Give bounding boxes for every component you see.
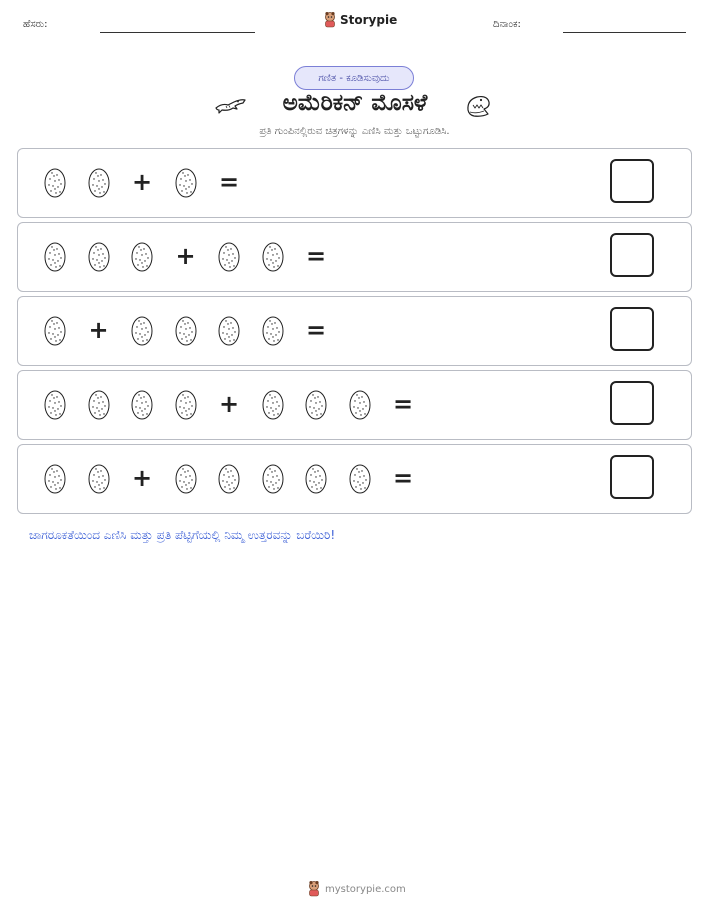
crocodile-icon	[214, 94, 246, 116]
egg-icon	[175, 388, 197, 424]
crocodile-head-icon	[464, 92, 492, 120]
egg-icon	[262, 314, 284, 350]
equals-sign: =	[306, 316, 327, 344]
answer-box[interactable]	[610, 381, 654, 425]
equals-sign: =	[393, 390, 414, 418]
plus-sign: +	[88, 316, 109, 344]
egg-icon	[131, 240, 153, 276]
egg-icon	[88, 166, 110, 202]
storypie-logo-icon	[307, 881, 321, 897]
egg-icon	[305, 388, 327, 424]
answer-box[interactable]	[610, 307, 654, 351]
egg-icon	[218, 240, 240, 276]
egg-icon	[88, 240, 110, 276]
problem-row	[17, 444, 692, 514]
page-title: ಅಮೆರಿಕನ್ ಮೊಸಳೆ	[282, 90, 428, 116]
egg-icon	[349, 462, 371, 498]
egg-icon	[88, 388, 110, 424]
egg-icon	[131, 388, 153, 424]
footer	[307, 881, 406, 897]
problem-row	[17, 370, 692, 440]
problem-row	[17, 296, 692, 366]
plus-sign: +	[132, 464, 153, 492]
plus-sign: +	[132, 168, 153, 196]
egg-icon	[218, 462, 240, 498]
answer-box[interactable]	[610, 159, 654, 203]
egg-icon	[88, 462, 110, 498]
problem-row	[17, 222, 692, 292]
answer-box[interactable]	[610, 455, 654, 499]
instructions-subtitle: ಪ್ರತಿ ಗುಂಪಿನಲ್ಲಿರುವ ಚಿತ್ರಗಳನ್ನು ಎಣಿಸಿ ಮತ್ತು ಒಟ್ಟುಗೂಡಿಸಿ.	[259, 126, 450, 137]
egg-icon	[262, 388, 284, 424]
brand-name: Storypie	[340, 13, 398, 27]
brand	[323, 12, 397, 28]
answer-box[interactable]	[610, 233, 654, 277]
egg-icon	[349, 388, 371, 424]
egg-icon	[44, 166, 66, 202]
egg-icon	[44, 314, 66, 350]
equals-sign: =	[306, 242, 327, 270]
footer-url: mystorypie.com	[325, 883, 406, 895]
egg-icon	[44, 388, 66, 424]
egg-icon	[175, 462, 197, 498]
egg-icon	[218, 314, 240, 350]
subject-tag: ಗಣಿತ - ಕೂಡಿಸುವುದು	[294, 66, 414, 90]
equals-sign: =	[393, 464, 414, 492]
plus-sign: +	[219, 390, 240, 418]
name-label: ಹೆಸರು:	[23, 19, 48, 30]
name-field[interactable]	[100, 32, 255, 33]
date-field[interactable]	[563, 32, 686, 33]
equals-sign: =	[219, 168, 240, 196]
date-label: ದಿನಾಂಕ:	[493, 19, 521, 30]
egg-icon	[262, 462, 284, 498]
storypie-logo-icon	[323, 12, 337, 28]
egg-icon	[44, 462, 66, 498]
egg-icon	[131, 314, 153, 350]
egg-icon	[305, 462, 327, 498]
egg-icon	[44, 240, 66, 276]
egg-icon	[262, 240, 284, 276]
egg-icon	[175, 314, 197, 350]
plus-sign: +	[175, 242, 196, 270]
bottom-instruction: ಜಾಗರೂಕತೆಯಿಂದ ಎಣಿಸಿ ಮತ್ತು ಪ್ರತಿ ಪೆಟ್ಟಿಗೆಯಲ್ಲಿ ನಿಮ್ಮ ಉತ್ತರವನ್ನು ಬರೆಯಿರಿ!	[29, 528, 336, 542]
problem-row	[17, 148, 692, 218]
egg-icon	[175, 166, 197, 202]
